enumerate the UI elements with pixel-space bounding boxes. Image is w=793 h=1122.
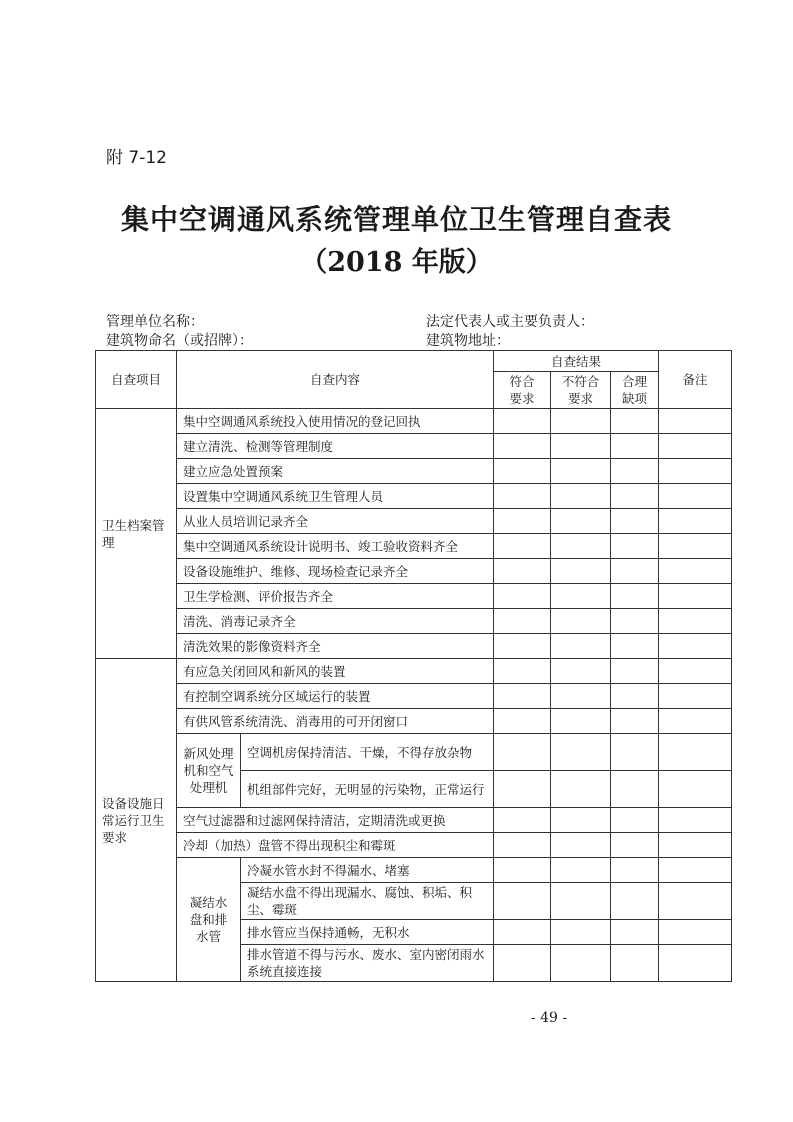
check-item: 凝结水盘不得出现漏水、腐蚀、积垢、积尘、霉斑 [241,883,494,920]
check-cell-missing[interactable] [611,858,659,883]
check-cell-conform[interactable] [494,920,551,945]
check-item: 集中空调通风系统投入使用情况的登记回执 [177,409,494,434]
check-item: 设备设施维护、维修、现场检查记录齐全 [177,559,494,584]
check-cell-missing[interactable] [611,534,659,559]
check-cell-missing[interactable] [611,509,659,534]
check-cell-remarks[interactable] [659,684,732,709]
check-cell-remarks[interactable] [659,509,732,534]
check-cell-nonconform[interactable] [551,920,611,945]
check-cell-conform[interactable] [494,609,551,634]
self-check-table [95,350,732,982]
check-cell-conform[interactable] [494,659,551,684]
check-cell-missing[interactable] [611,709,659,734]
check-cell-nonconform[interactable] [551,609,611,634]
check-cell-missing[interactable] [611,883,659,920]
check-cell-nonconform[interactable] [551,659,611,684]
check-cell-missing[interactable] [611,434,659,459]
header-nonconform: 不符合要求 [551,372,611,409]
check-cell-conform[interactable] [494,584,551,609]
check-cell-missing[interactable] [611,459,659,484]
check-cell-missing[interactable] [611,684,659,709]
check-cell-nonconform[interactable] [551,883,611,920]
check-item: 空调机房保持清洁、干燥，不得存放杂物 [241,734,494,771]
header-result: 自查结果 [494,351,659,372]
check-cell-remarks[interactable] [659,883,732,920]
check-item: 建立清洗、检测等管理制度 [177,434,494,459]
check-item: 设置集中空调通风系统卫生管理人员 [177,484,494,509]
check-cell-remarks[interactable] [659,808,732,833]
header-item: 自查项目 [96,351,177,409]
check-cell-missing[interactable] [611,634,659,659]
check-item: 清洗、消毒记录齐全 [177,609,494,634]
check-item: 有供风管系统清洗、消毒用的可开闭窗口 [177,709,494,734]
check-cell-remarks[interactable] [659,609,732,634]
section-label-equipment-operation: 设备设施日常运行卫生要求 [96,659,177,982]
check-cell-missing[interactable] [611,920,659,945]
check-cell-remarks[interactable] [659,920,732,945]
check-cell-remarks[interactable] [659,534,732,559]
check-item: 有控制空调系统分区域运行的装置 [177,684,494,709]
check-cell-conform[interactable] [494,734,551,771]
check-cell-missing[interactable] [611,734,659,771]
header-content: 自查内容 [177,351,494,409]
subsection-label-air-handler: 新风处理机和空气处理机 [177,734,241,808]
check-cell-conform[interactable] [494,459,551,484]
check-item: 机组部件完好，无明显的污染物，正常运行 [241,771,494,808]
check-cell-conform[interactable] [494,634,551,659]
page-number: - 49 - [530,1010,568,1026]
check-cell-nonconform[interactable] [551,833,611,858]
check-cell-missing[interactable] [611,659,659,684]
check-cell-remarks[interactable] [659,858,732,883]
check-cell-remarks[interactable] [659,709,732,734]
check-cell-remarks[interactable] [659,434,732,459]
check-cell-conform[interactable] [494,833,551,858]
check-cell-missing[interactable] [611,409,659,434]
check-cell-remarks[interactable] [659,771,732,808]
check-cell-nonconform[interactable] [551,709,611,734]
check-item: 清洗效果的影像资料齐全 [177,634,494,659]
check-cell-remarks[interactable] [659,584,732,609]
check-cell-remarks[interactable] [659,659,732,684]
check-cell-conform[interactable] [494,771,551,808]
header-reasonable-missing: 合理缺项 [611,372,659,409]
check-cell-conform[interactable] [494,409,551,434]
check-cell-nonconform[interactable] [551,509,611,534]
check-cell-nonconform[interactable] [551,409,611,434]
document-title: 集中空调通风系统管理单位卫生管理自查表 [120,203,672,236]
check-cell-conform[interactable] [494,883,551,920]
check-cell-missing[interactable] [611,945,659,982]
header-remarks: 备注 [659,351,732,409]
check-cell-nonconform[interactable] [551,734,611,771]
check-cell-missing[interactable] [611,833,659,858]
check-cell-nonconform[interactable] [551,584,611,609]
check-cell-nonconform[interactable] [551,434,611,459]
check-cell-missing[interactable] [611,584,659,609]
check-cell-nonconform[interactable] [551,771,611,808]
check-cell-nonconform[interactable] [551,858,611,883]
check-cell-remarks[interactable] [659,945,732,982]
unit-name-label: 管理单位名称： [106,314,204,330]
check-cell-conform[interactable] [494,434,551,459]
check-cell-nonconform[interactable] [551,484,611,509]
check-item: 排水管应当保持通畅，无积水 [241,920,494,945]
check-cell-remarks[interactable] [659,833,732,858]
check-cell-conform[interactable] [494,509,551,534]
check-cell-missing[interactable] [611,484,659,509]
legal-rep-label: 法定代表人或主要负责人： [426,314,594,330]
check-item: 冷凝水管水封不得漏水、堵塞 [241,858,494,883]
check-cell-conform[interactable] [494,808,551,833]
check-cell-nonconform[interactable] [551,459,611,484]
check-cell-conform[interactable] [494,484,551,509]
check-cell-remarks[interactable] [659,734,732,771]
check-cell-remarks[interactable] [659,484,732,509]
check-item: 有应急关闭回风和新风的装置 [177,659,494,684]
check-item: 从业人员培训记录齐全 [177,509,494,534]
check-item: 集中空调通风系统设计说明书、竣工验收资料齐全 [177,534,494,559]
check-cell-remarks[interactable] [659,409,732,434]
subsection-label-condensate: 凝结水盘和排水管 [177,858,241,982]
check-cell-conform[interactable] [494,945,551,982]
building-address-label: 建筑物地址： [426,333,510,349]
check-cell-nonconform[interactable] [551,808,611,833]
check-cell-nonconform[interactable] [551,684,611,709]
check-cell-remarks[interactable] [659,459,732,484]
check-cell-remarks[interactable] [659,634,732,659]
document-subtitle: （2018 年版） [300,247,493,278]
check-item: 空气过滤器和过滤网保持清洁，定期清洗或更换 [177,808,494,833]
check-cell-missing[interactable] [611,609,659,634]
check-item: 建立应急处置预案 [177,459,494,484]
check-cell-nonconform[interactable] [551,534,611,559]
check-cell-conform[interactable] [494,559,551,584]
check-cell-nonconform[interactable] [551,945,611,982]
section-label-hygiene-records: 卫生档案管理 [96,409,177,659]
check-cell-remarks[interactable] [659,559,732,584]
header-conform: 符合要求 [494,372,551,409]
check-item: 卫生学检测、评价报告齐全 [177,584,494,609]
check-item: 排水管道不得与污水、废水、室内密闭雨水系统直接连接 [241,945,494,982]
appendix-label: 附 7-12 [106,148,167,168]
check-cell-conform[interactable] [494,684,551,709]
check-cell-conform[interactable] [494,534,551,559]
check-cell-conform[interactable] [494,709,551,734]
check-cell-missing[interactable] [611,771,659,808]
check-cell-nonconform[interactable] [551,559,611,584]
check-cell-conform[interactable] [494,858,551,883]
building-name-label: 建筑物命名（或招牌）： [106,333,253,349]
check-cell-missing[interactable] [611,559,659,584]
check-cell-nonconform[interactable] [551,634,611,659]
check-item: 冷却（加热）盘管不得出现积尘和霉斑 [177,833,494,858]
check-cell-missing[interactable] [611,808,659,833]
